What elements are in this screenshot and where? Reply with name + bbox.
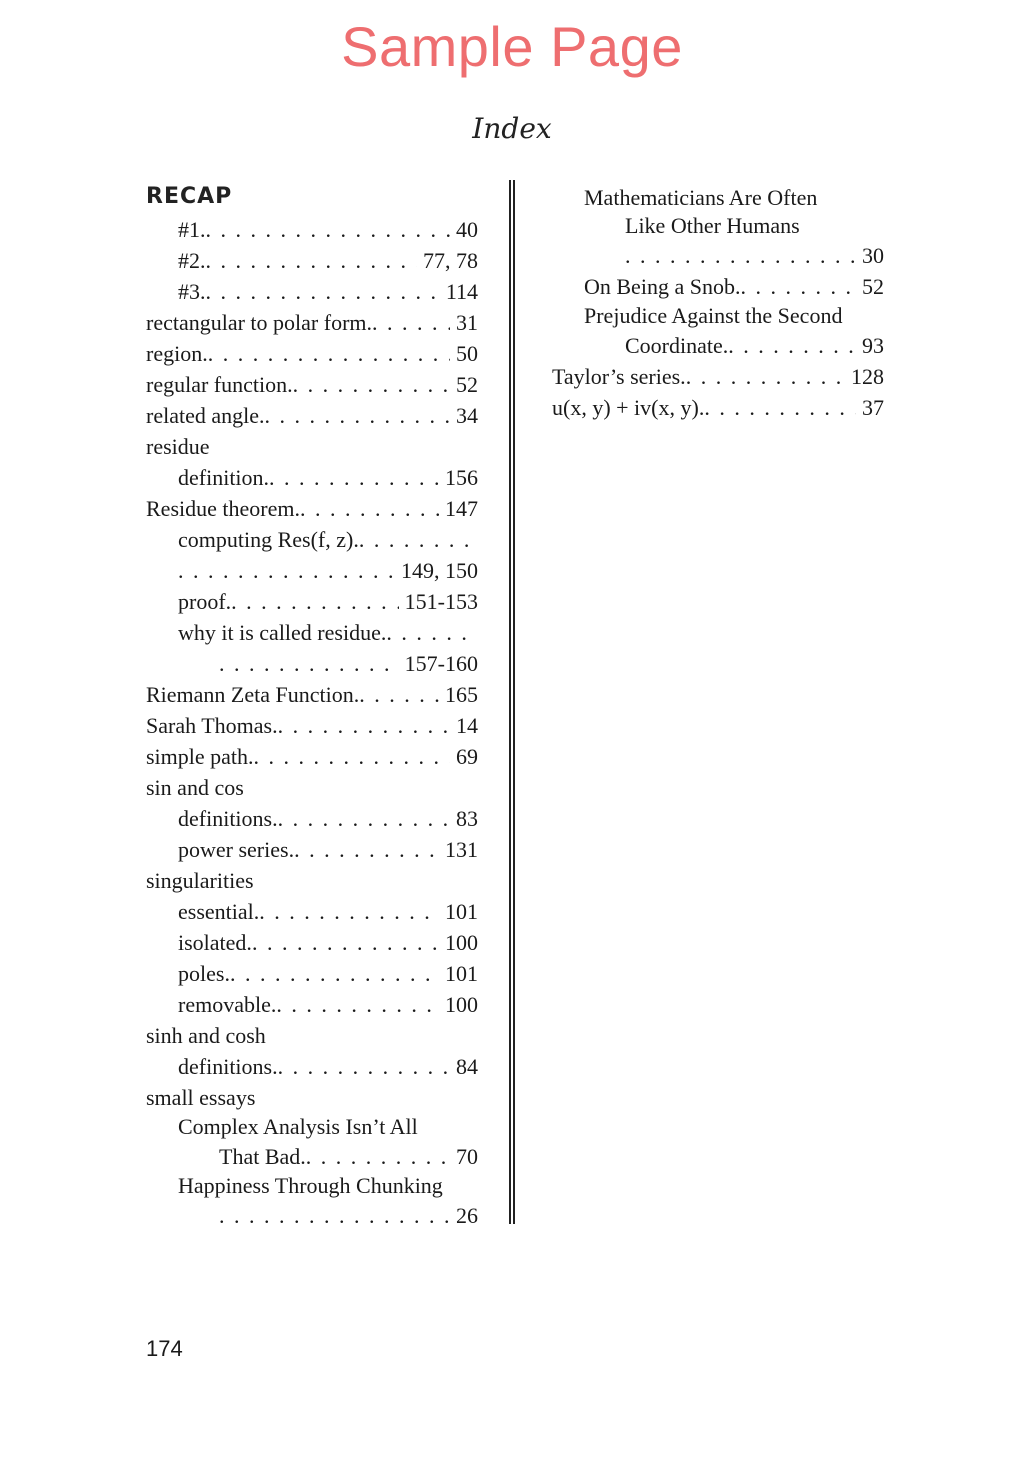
dot-leader [300,493,439,524]
index-entry-page: 84 [456,1054,478,1079]
dot-leader [386,617,472,648]
dot-leader [372,307,450,338]
dot-leader [359,679,439,710]
index-entry-term: simple path. [146,744,254,769]
dot-leader [219,1200,450,1231]
dot-leader [276,989,439,1020]
index-entry-page: 151-153 [404,589,478,614]
index-entry-page: 149, 150 [401,558,478,583]
index-entry-term: definition. [178,465,270,490]
index-entry [146,338,478,369]
dot-leader [206,276,440,307]
index-entry [146,1113,478,1141]
index-entry-page: 93 [862,333,884,358]
index-entry-page [244,772,250,803]
dot-leader [269,462,439,493]
index-entry-term: Coordinate. [625,333,729,358]
dot-leader [254,741,450,772]
index-entry [552,361,884,392]
index-entry-page: 147 [445,496,478,521]
index-entry [146,462,478,493]
dot-leader [252,927,439,958]
index-entry-page: 52 [456,372,478,397]
index-entry-page [266,1020,272,1051]
index-entry [146,307,478,338]
index-entry-page [255,1082,261,1113]
index-entry [146,989,478,1020]
dot-leader [178,555,395,586]
index-entry-page [800,212,806,240]
index-entry-page [472,617,478,648]
index-entry [146,772,478,803]
index-entry-page [842,302,848,330]
dot-leader [625,240,856,271]
index-entry [146,555,478,586]
index-entry [146,586,478,617]
index-entry-page: 156 [445,465,478,490]
dot-leader [278,803,450,834]
index-entry [146,865,478,896]
index-entry-term: #3. [178,279,206,304]
index-entry-term: poles. [178,961,230,986]
dot-leader [206,214,451,245]
index-entry [146,493,478,524]
index-entry-page [254,865,260,896]
dot-leader [359,524,472,555]
page-number: 174 [146,1336,183,1361]
index-entry-page [418,1113,424,1141]
dot-leader [278,1051,450,1082]
index-entry [146,214,478,245]
index-entry [146,400,478,431]
index-entry-page: 165 [445,682,478,707]
index-entry [146,679,478,710]
index-column-right [552,184,884,423]
index-entry-term: Taylor’s series. [552,364,686,389]
index-entry [146,834,478,865]
dot-leader [265,400,451,431]
dot-leader [231,586,399,617]
index-entry [146,896,478,927]
index-entry [146,710,478,741]
index-entry-term: On Being a Snob. [584,274,741,299]
index-entry-term: sin and cos [146,775,244,800]
index-entry-page [472,524,478,555]
index-entry-term: residue [146,434,210,459]
index-column-left [146,184,478,1231]
index-entry-term: removable. [178,992,277,1017]
index-entry-term: essential. [178,899,260,924]
index-entry [146,1141,478,1172]
index-entry-page: 30 [862,243,884,268]
index-entry-term: Riemann Zeta Function. [146,682,360,707]
section-heading: RECAP [146,184,233,209]
index-entry-page: 83 [456,806,478,831]
index-entry-page: 100 [445,992,478,1017]
index-entry [146,369,478,400]
index-entry [146,1020,478,1051]
index-entry-page: 100 [445,930,478,955]
index-entry-page: 131 [445,837,478,862]
index-entry-term: Happiness Through Chunking [178,1173,443,1198]
index-entry [552,240,884,271]
index-entry-page: 26 [456,1203,478,1228]
index-entry-term: #2. [178,248,206,273]
dot-leader [259,896,439,927]
index-entry-page: 70 [456,1144,478,1169]
index-entry-page: 14 [456,713,478,738]
index-entry-term: That Bad. [219,1144,306,1169]
index-entry-term: Complex Analysis Isn’t All [178,1114,418,1139]
index-entry [146,617,478,648]
index-entry-page: 37 [862,395,884,420]
index-entry [146,1172,478,1200]
index-entry-page: 50 [456,341,478,366]
index-entry-term: Like Other Humans [625,213,800,238]
index-entry-page [817,184,823,212]
index-entry-page [210,431,216,462]
column-divider [509,180,515,1224]
index-entry-term: #1. [178,217,206,242]
index-entry [552,330,884,361]
index-entry-page: 114 [445,279,478,304]
index-entry [552,302,884,330]
index-entry [146,958,478,989]
dot-leader [206,245,418,276]
index-entry-term: small essays [146,1085,256,1110]
index-entry [146,648,478,679]
index-entry [146,741,478,772]
dot-leader [278,710,450,741]
index-entry-page: 31 [456,310,478,335]
index-entry-page: 157-160 [404,651,478,676]
index-entry [146,431,478,462]
index-entry-term: Mathematicians Are Often [584,185,818,210]
index-entry-term: isolated. [178,930,252,955]
index-entry-term: definitions. [178,1054,278,1079]
index-entry-term: why it is called residue. [178,620,387,645]
index-entry-term: power series. [178,837,295,862]
index-entry-page: 34 [456,403,478,428]
dot-leader [294,834,439,865]
index-entry-page: 69 [456,744,478,769]
page-title: Index [472,112,552,145]
index-entry-page: 101 [445,899,478,924]
index-entry [146,1200,478,1231]
index-entry [552,271,884,302]
index-entry-page: 77, 78 [423,248,478,273]
dot-leader [728,330,856,361]
index-entry-term: related angle. [146,403,265,428]
index-entry [146,1051,478,1082]
index-entry-term: u(x, y) + iv(x, y). [552,395,705,420]
index-entry-term: rectangular to polar form. [146,310,373,335]
index-entry [552,212,884,240]
index-entry-page [443,1172,449,1200]
dot-leader [704,392,856,423]
index-entry [552,392,884,423]
index-entry-term: regular function. [146,372,293,397]
index-entry [146,803,478,834]
dot-leader [208,338,450,369]
index-entry-term: computing Res(f, z). [178,527,359,552]
index-entry-term: Residue theorem. [146,496,300,521]
index-entry-term: proof. [178,589,232,614]
dot-leader [230,958,439,989]
index-entry [146,524,478,555]
index-entry-page: 128 [851,364,884,389]
index-entries-right [552,184,884,423]
index-entry [552,184,884,212]
index-entry-term: definitions. [178,806,278,831]
index-entry-term: sinh and cosh [146,1023,266,1048]
dot-leader [740,271,856,302]
index-entries-left [146,214,478,1231]
index-entry-term: Sarah Thomas. [146,713,278,738]
index-entry-term: region. [146,341,208,366]
dot-leader [219,648,399,679]
dot-leader [293,369,450,400]
index-entry-page: 52 [862,274,884,299]
index-entry [146,1082,478,1113]
index-entry [146,276,478,307]
index-entry [146,245,478,276]
dot-leader [686,361,845,392]
index-entry-page: 40 [456,217,478,242]
index-entry-term: singularities [146,868,254,893]
index-entry-page: 101 [445,961,478,986]
dot-leader [306,1141,450,1172]
index-entry-term: Prejudice Against the Second [584,303,843,328]
sample-page-watermark: Sample Page [341,15,683,78]
index-entry [146,927,478,958]
